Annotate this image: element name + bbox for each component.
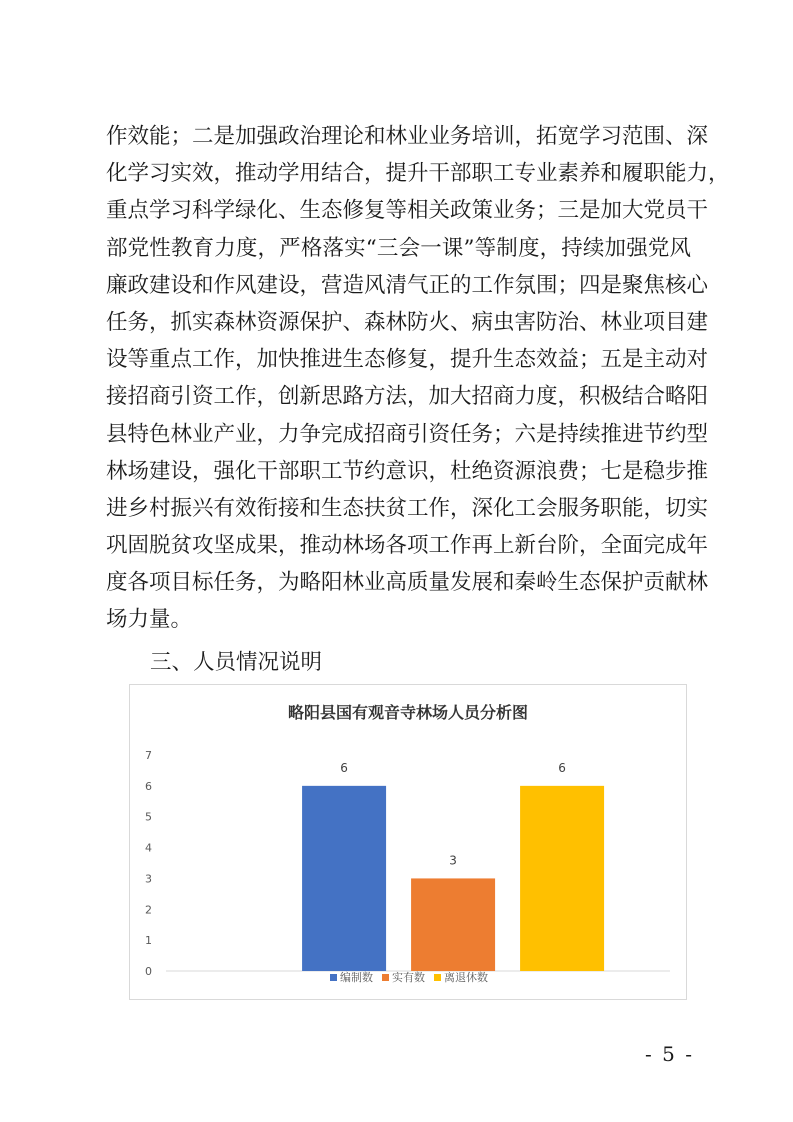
chart-canvas [130,685,686,999]
paragraph-line: 作效能；二是加强政治理论和林业业务培训，拓宽学习范围、深 [106,124,709,149]
y-tick-label: 0 [145,965,152,978]
paragraph-line: 度各项目标任务，为略阳林业高质量发展和秦岭生态保护贡献林 [106,570,709,596]
paragraph-line: 化学习实效，推动学用结合，提升干部职工专业素养和履职能力， [106,161,730,187]
chart-title: 略阳县国有观音寺林场人员分析图 [287,703,529,722]
y-tick-label: 5 [145,810,152,824]
legend-label: 离退休数 [444,971,488,984]
bar-3 [520,786,604,971]
paragraph-line: 廉政建设和作风建设，营造风清气正的工作氛围；四是聚焦核心 [106,272,709,298]
y-tick-label: 6 [145,779,152,793]
body-paragraph [106,118,730,639]
personnel-bar-chart [129,684,687,1000]
bar-2 [411,878,495,971]
paragraph-line: 林场建设，强化干部职工节约意识，杜绝资源浪费；七是稳步推 [106,458,709,484]
data-label: 3 [449,853,457,868]
paragraph-line: 任务，抓实森林资源保护、森林防火、病虫害防治、林业项目建 [106,309,709,335]
paragraph-line: 部党性教育力度，严格落实“三会一课”等制度，持续加强党风 [106,235,691,261]
legend-swatch [382,974,389,981]
legend-swatch [434,974,441,981]
data-label: 6 [340,760,348,775]
paragraph-line: 接招商引资工作，创新思路方法，加大招商力度，积极结合略阳 [106,384,709,410]
paragraph-line: 重点学习科学绿化、生态修复等相关政策业务；三是加大党员干 [106,198,709,224]
y-tick-label: 3 [145,872,152,886]
legend-label: 编制数 [340,971,373,984]
section-heading: 三、人员情况说明 [150,650,323,675]
y-tick-label: 2 [145,903,152,917]
legend-label: 实有数 [392,971,425,984]
page-number: - 5 - [645,1042,694,1066]
y-tick-label: 4 [145,841,152,855]
paragraph-line: 场力量。 [106,607,193,633]
bar-1 [302,786,386,971]
data-label: 6 [558,760,566,775]
paragraph-line: 设等重点工作，加快推进生态修复，提升生态效益；五是主动对 [106,347,709,373]
y-tick-label: 7 [145,749,152,762]
y-tick-label: 1 [145,934,152,948]
paragraph-line: 县特色林业产业，力争完成招商引资任务；六是持续推进节约型 [106,421,709,447]
paragraph-line: 进乡村振兴有效衔接和生态扶贫工作，深化工会服务职能，切实 [106,495,709,521]
paragraph-line: 巩固脱贫攻坚成果，推动林场各项工作再上新台阶，全面完成年 [106,533,709,559]
legend-swatch [330,974,337,981]
